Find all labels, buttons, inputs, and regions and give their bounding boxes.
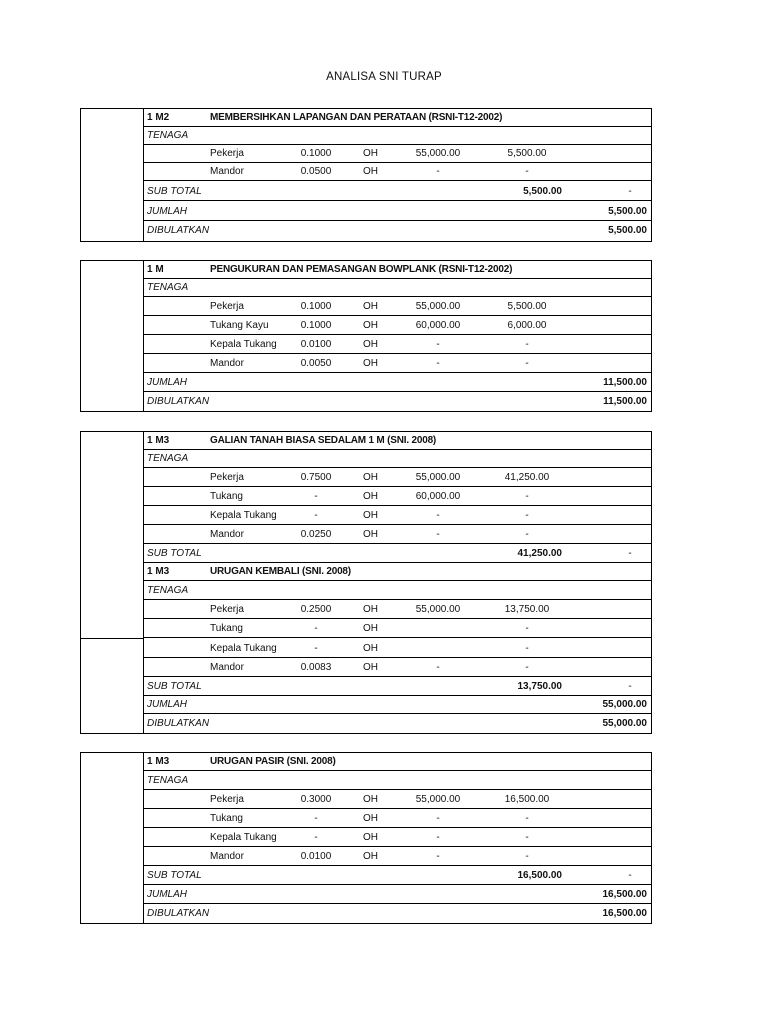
dibulatkan-row [144, 393, 651, 411]
jumlah-value: 55,000.00 [602, 699, 647, 710]
labor-name: Tukang [210, 623, 243, 634]
coefficient: - [314, 491, 318, 502]
table-row [144, 601, 651, 619]
section-title: GALIAN TANAH BIASA SEDALAM 1 M (SNI. 2008) [210, 435, 437, 446]
unit-price: - [436, 832, 440, 843]
tenaga-label: TENAGA [147, 585, 189, 596]
subtotal-value: 16,500.00 [517, 870, 562, 881]
unit: OH [363, 472, 378, 483]
amount: 13,750.00 [504, 604, 550, 615]
labor-name: Tukang [210, 491, 243, 502]
labor-name: Pekerja [210, 472, 244, 483]
subtotal-row [144, 678, 651, 696]
unit: OH [363, 166, 378, 177]
jumlah-value: 16,500.00 [602, 889, 647, 900]
table-row [144, 526, 651, 544]
labor-name: Mandor [210, 662, 244, 673]
unit: OH [363, 148, 378, 159]
unit-code: 1 M2 [147, 112, 170, 123]
tenaga-label: TENAGA [147, 775, 189, 786]
unit: OH [363, 320, 378, 331]
left-column [81, 109, 144, 241]
unit-code: 1 M3 [147, 566, 170, 577]
section-header [144, 753, 651, 771]
dibulatkan-label: DIBULATKAN [147, 225, 210, 236]
labor-name: Kepala Tukang [210, 832, 277, 843]
subtotal-value: 13,750.00 [517, 681, 562, 692]
tenaga-row [144, 772, 651, 790]
jumlah-row [144, 886, 651, 904]
subtotal-dash: - [628, 186, 632, 197]
labor-name: Mandor [210, 529, 244, 540]
unit: OH [363, 510, 378, 521]
unit: OH [363, 529, 378, 540]
labor-name: Pekerja [210, 301, 244, 312]
unit-price: - [436, 166, 440, 177]
coefficient: 0.2500 [300, 604, 332, 615]
unit: OH [363, 813, 378, 824]
labor-name: Pekerja [210, 148, 244, 159]
table-row [144, 336, 651, 354]
unit-code: 1 M3 [147, 435, 170, 446]
table-row [144, 355, 651, 373]
subtotal-value: 5,500.00 [523, 186, 562, 197]
subtotal-row [144, 545, 651, 563]
subtotal-label: SUB TOTAL [147, 186, 202, 197]
amount: - [525, 510, 529, 521]
table-row [144, 145, 651, 163]
dibulatkan-row [144, 715, 651, 733]
jumlah-value: 5,500.00 [608, 206, 647, 217]
tenaga-label: TENAGA [147, 282, 189, 293]
coefficient: 0.0100 [300, 851, 332, 862]
dibulatkan-value: 11,500.00 [603, 396, 647, 407]
section-title: MEMBERSIHKAN LAPANGAN DAN PERATAAN (RSNI-T12-2002) [210, 112, 503, 123]
coefficient: 0.3000 [300, 794, 332, 805]
unit: OH [363, 301, 378, 312]
dibulatkan-value: 16,500.00 [602, 908, 647, 919]
unit-price: 55,000.00 [415, 604, 461, 615]
table-row [144, 317, 651, 335]
table-row [144, 829, 651, 847]
labor-name: Kepala Tukang [210, 339, 277, 350]
unit: OH [363, 851, 378, 862]
table-row [144, 488, 651, 506]
section-header [144, 563, 651, 581]
table-row [144, 620, 651, 638]
jumlah-label: JUMLAH [147, 206, 188, 217]
dibulatkan-label: DIBULATKAN [147, 718, 210, 729]
unit: OH [363, 339, 378, 350]
subtotal-label: SUB TOTAL [147, 548, 202, 559]
left-column [81, 261, 144, 411]
coefficient: - [314, 643, 318, 654]
table-row [144, 659, 651, 677]
labor-name: Mandor [210, 851, 244, 862]
unit: OH [363, 604, 378, 615]
amount: 5,500.00 [507, 301, 547, 312]
unit-price: 55,000.00 [415, 301, 461, 312]
unit-price: - [436, 529, 440, 540]
table-row [144, 791, 651, 809]
section-title: URUGAN PASIR (SNI. 2008) [210, 756, 336, 767]
subtotal-row [144, 183, 651, 201]
subtotal-label: SUB TOTAL [147, 681, 202, 692]
dibulatkan-row [144, 222, 651, 240]
jumlah-row [144, 374, 651, 392]
amount: - [525, 662, 529, 673]
labor-name: Kepala Tukang [210, 510, 277, 521]
analysis-section [80, 752, 652, 924]
coefficient: 0.0050 [300, 358, 332, 369]
amount: - [525, 851, 529, 862]
coefficient: - [314, 813, 318, 824]
table-row [144, 469, 651, 487]
dibulatkan-row [144, 905, 651, 923]
unit: OH [363, 623, 378, 634]
unit-price: - [436, 358, 440, 369]
analysis-section [80, 431, 652, 734]
labor-name: Pekerja [210, 604, 244, 615]
section-title: PENGUKURAN DAN PEMASANGAN BOWPLANK (RSNI-T12-2002) [210, 264, 513, 275]
subtotal-label: SUB TOTAL [147, 870, 202, 881]
tenaga-row [144, 127, 651, 145]
unit-price: 60,000.00 [415, 320, 461, 331]
analysis-section [80, 260, 652, 412]
table-row [144, 810, 651, 828]
coefficient: - [314, 623, 318, 634]
dibulatkan-label: DIBULATKAN [147, 908, 210, 919]
unit: OH [363, 491, 378, 502]
amount: - [525, 166, 529, 177]
tenaga-row [144, 279, 651, 297]
unit: OH [363, 794, 378, 805]
amount: - [525, 529, 529, 540]
dibulatkan-value: 55,000.00 [602, 718, 647, 729]
coefficient: 0.1000 [300, 320, 332, 331]
subtotal-dash: - [628, 870, 632, 881]
coefficient: - [314, 510, 318, 521]
dibulatkan-label: DIBULATKAN [147, 396, 210, 407]
coefficient: 0.1000 [300, 301, 332, 312]
labor-name: Tukang Kayu [210, 320, 269, 331]
section-header [144, 109, 651, 127]
jumlah-label: JUMLAH [147, 889, 188, 900]
amount: - [525, 832, 529, 843]
table-row [144, 163, 651, 181]
amount: 41,250.00 [504, 472, 550, 483]
amount: 5,500.00 [507, 148, 547, 159]
left-column [81, 432, 144, 733]
coefficient: 0.0083 [300, 662, 332, 673]
analysis-section [80, 108, 652, 242]
tenaga-label: TENAGA [147, 453, 189, 464]
table-row [144, 848, 651, 866]
unit-price: 55,000.00 [415, 472, 461, 483]
amount: - [525, 358, 529, 369]
labor-name: Tukang [210, 813, 243, 824]
tenaga-row [144, 450, 651, 468]
tenaga-label: TENAGA [147, 130, 189, 141]
unit-price: 55,000.00 [415, 794, 461, 805]
table-row [144, 640, 651, 658]
subtotal-row [144, 867, 651, 885]
amount: 16,500.00 [504, 794, 550, 805]
left-column [81, 753, 144, 923]
coefficient: 0.1000 [300, 148, 332, 159]
table-row [144, 298, 651, 316]
coefficient: - [314, 832, 318, 843]
jumlah-label: JUMLAH [147, 699, 188, 710]
amount: - [525, 813, 529, 824]
unit: OH [363, 643, 378, 654]
unit-price: - [436, 339, 440, 350]
subtotal-value: 41,250.00 [517, 548, 562, 559]
labor-name: Mandor [210, 358, 244, 369]
jumlah-row [144, 203, 651, 221]
unit: OH [363, 662, 378, 673]
table-row [144, 507, 651, 525]
coefficient: 0.0500 [300, 166, 332, 177]
amount: 6,000.00 [507, 320, 547, 331]
unit-price: - [436, 510, 440, 521]
section-title: URUGAN KEMBALI (SNI. 2008) [210, 566, 351, 577]
unit-code: 1 M [147, 264, 164, 275]
subtotal-dash: - [628, 548, 632, 559]
unit: OH [363, 832, 378, 843]
labor-name: Kepala Tukang [210, 643, 277, 654]
unit-price: 55,000.00 [415, 148, 461, 159]
unit-price: - [436, 851, 440, 862]
labor-name: Pekerja [210, 794, 244, 805]
subtotal-dash: - [628, 681, 632, 692]
amount: - [525, 643, 529, 654]
unit-price: - [436, 662, 440, 673]
jumlah-value: 11,500.00 [603, 377, 647, 388]
jumlah-row [144, 696, 651, 714]
coefficient: 0.7500 [300, 472, 332, 483]
unit: OH [363, 358, 378, 369]
labor-name: Mandor [210, 166, 244, 177]
unit-code: 1 M3 [147, 756, 170, 767]
page-title: ANALISA SNI TURAP [326, 71, 442, 83]
amount: - [525, 491, 529, 502]
coefficient: 0.0100 [300, 339, 332, 350]
unit-price: 60,000.00 [415, 491, 461, 502]
amount: - [525, 623, 529, 634]
tenaga-row [144, 582, 651, 600]
dibulatkan-value: 5,500.00 [608, 225, 647, 236]
section-header [144, 261, 651, 279]
jumlah-label: JUMLAH [147, 377, 188, 388]
amount: - [525, 339, 529, 350]
unit-price: - [436, 813, 440, 824]
coefficient: 0.0250 [300, 529, 332, 540]
section-header [144, 432, 651, 450]
left-column-divider [81, 638, 144, 639]
